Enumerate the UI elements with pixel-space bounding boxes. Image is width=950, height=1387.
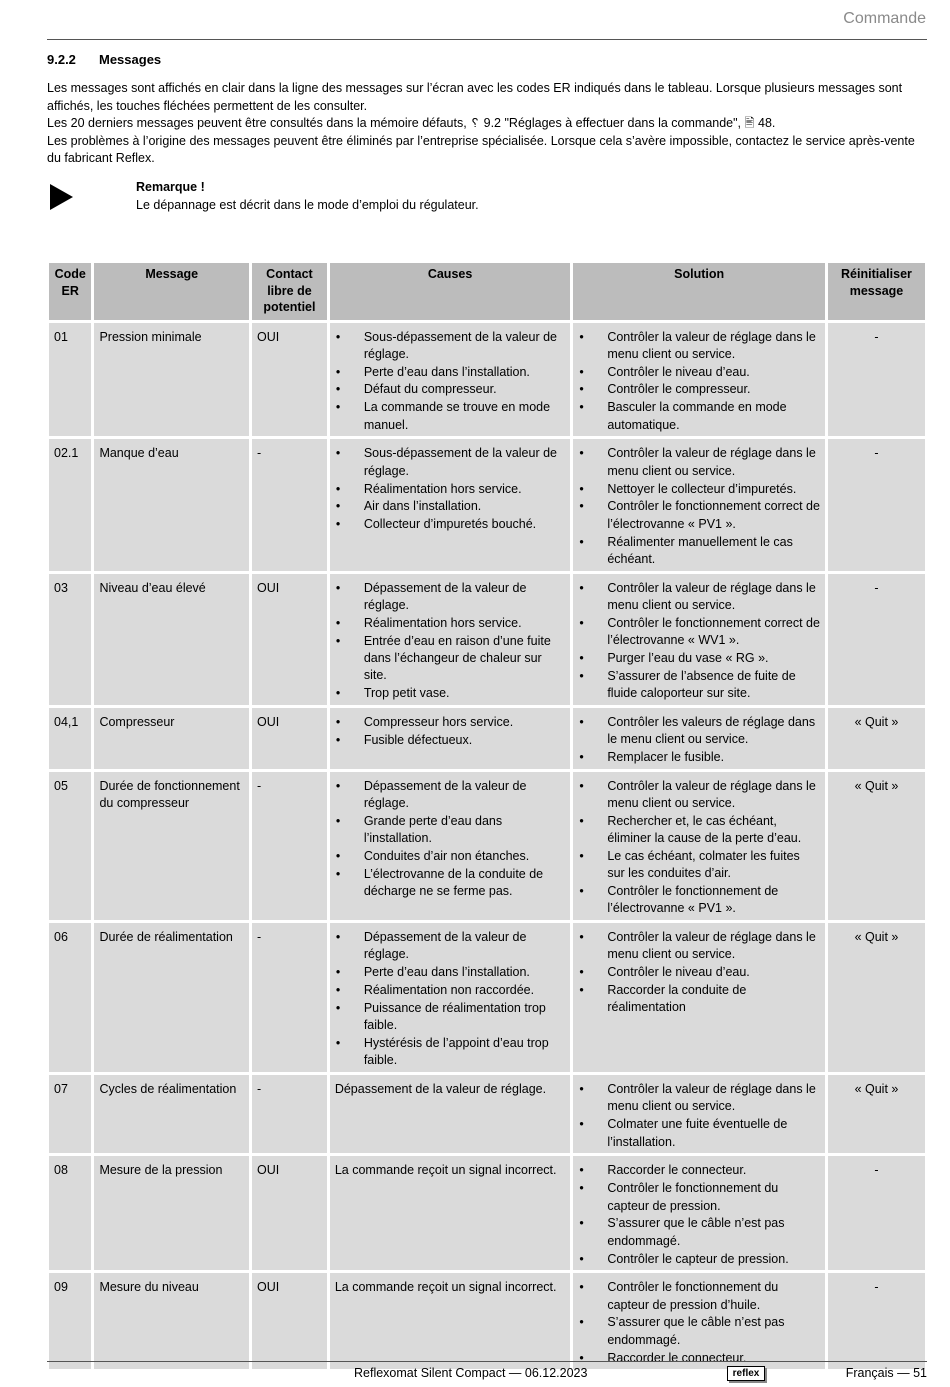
list-item: • Contrôler les valeurs de réglage dans le menu client ou service. [578,714,820,748]
cell-message: Mesure du niveau [94,1273,249,1369]
table-row [49,772,925,920]
footer-document: Reflexomat Silent Compact — 06.12.2023 [354,1366,588,1380]
table-row [49,1156,925,1270]
list-item: • Compresseur hors service. [335,714,566,731]
list-item: • S’assurer de l’absence de fuite de fluide caloporteur sur site. [578,668,820,702]
cell-causes [330,772,571,920]
section-heading [47,52,161,67]
list-item: • Contrôler le fonctionnement du capteur de pression d’huile. [578,1279,820,1313]
list-item: • Contrôler la valeur de réglage dans le menu client ou service. [578,329,820,363]
cell-contact: - [252,439,327,570]
list-item: • Contrôler le capteur de pression. [578,1251,820,1268]
list-item: • Contrôler le fonctionnement correct de l’électrovanne « WV1 ». [578,615,820,649]
cell-causes: La commande reçoit un signal incorrect. [330,1156,571,1270]
cell-causes [330,923,571,1072]
table-body [49,323,925,1370]
cell-solution [573,1273,825,1369]
cell-causes [330,708,571,769]
list-item: • Contrôler la valeur de réglage dans le menu client ou service. [578,778,820,812]
list-item: • Rechercher et, le cas échéant, éliminer la cause de la perte d’eau. [578,813,820,847]
intro-paragraph: Les problèmes à l’origine des messages peuvent être éliminés par l’entreprise spécialisée. Lorsque cela s’avère impossible, contactez le service après-vente du fabricant Reflex. [47,133,915,165]
list-item: • Contrôler le fonctionnement de l’électrovanne « PV1 ». [578,883,820,917]
list-item: • Contrôler le niveau d’eau. [578,964,820,981]
cell-code: 03 [49,574,91,705]
cell-causes: La commande reçoit un signal incorrect. [330,1273,571,1369]
header-reset: Réinitialiser message [828,263,925,320]
list-item: • S’assurer que le câble n’est pas endommagé. [578,1215,820,1249]
cell-solution [573,574,825,705]
table-row [49,923,925,1072]
cell-solution-list [578,1279,820,1366]
list-item: • Air dans l’installation. [335,498,566,515]
cell-causes-list [335,580,566,702]
list-item: • Sous-dépassement de la valeur de réglage. [335,329,566,363]
cell-message: Durée de fonctionnement du compresseur [94,772,249,920]
list-item: • Dépassement de la valeur de réglage. [335,778,566,812]
cell-solution-list [578,580,820,702]
list-item: • Purger l’eau du vase « RG ». [578,650,820,667]
cell-code: 02.1 [49,439,91,570]
list-item: • Défaut du compresseur. [335,381,566,398]
cell-contact: OUI [252,708,327,769]
list-item: • Dépassement de la valeur de réglage. [335,929,566,963]
footer-page: Français — 51 [845,1366,927,1380]
cell-solution-list [578,714,820,766]
list-item: • Hystérésis de l’appoint d’eau trop faible. [335,1035,566,1069]
list-item: • Puissance de réalimentation trop faible. [335,1000,566,1034]
messages-table [46,260,928,1372]
cell-message: Durée de réalimentation [94,923,249,1072]
table-row [49,708,925,769]
list-item: • Conduites d’air non étanches. [335,848,566,865]
cell-causes-list [335,445,566,533]
section-title: Messages [99,52,162,67]
list-item: • Réalimentation hors service. [335,615,566,632]
table-header-row [49,263,925,320]
list-item: • Contrôler la valeur de réglage dans le menu client ou service. [578,1081,820,1115]
cell-code: 06 [49,923,91,1072]
list-item: • Raccorder la conduite de réalimentation [578,982,820,1016]
table-row [49,323,925,437]
list-item: • Colmater une fuite éventuelle de l’installation. [578,1116,820,1150]
cell-code: 09 [49,1273,91,1369]
header-message: Message [94,263,249,320]
intro-paragraph: Les 20 derniers messages peuvent être consultés dans la mémoire défauts, ␦ 9.2 "Réglages à effectuer dans la commande", 🖹 48. [47,116,776,130]
cell-solution-list [578,1162,820,1267]
table-row [49,1075,925,1153]
list-item: • Contrôler le fonctionnement correct de l’électrovanne « PV1 ». [578,498,820,532]
cell-contact: OUI [252,574,327,705]
cell-code: 04,1 [49,708,91,769]
cell-solution-list [578,1081,820,1151]
list-item: • Grande perte d’eau dans l’installation. [335,813,566,847]
list-item: • L’électrovanne de la conduite de décharge ne se ferme pas. [335,866,566,900]
list-item: • Réalimentation non raccordée. [335,982,566,999]
cell-causes [330,323,571,437]
note-title: Remarque ! [136,180,205,194]
cell-reset: - [828,1273,925,1369]
header-rule [47,39,927,40]
cell-reset: - [828,574,925,705]
cell-solution [573,923,825,1072]
cell-solution-list [578,929,820,1016]
cell-reset: « Quit » [828,708,925,769]
note-arrow-icon [50,184,73,210]
header-section-label: Commande [843,10,926,27]
header-code: Code ER [49,263,91,320]
cell-causes [330,439,571,570]
cell-reset: - [828,439,925,570]
cell-causes-list [335,714,566,749]
cell-message: Manque d’eau [94,439,249,570]
cell-contact: OUI [252,1156,327,1270]
cell-contact: OUI [252,1273,327,1369]
list-item: • Contrôler la valeur de réglage dans le menu client ou service. [578,445,820,479]
cell-solution [573,323,825,437]
list-item: • Collecteur d’impuretés bouché. [335,516,566,533]
cell-message: Cycles de réalimentation [94,1075,249,1153]
intro-paragraph: Les messages sont affichés en clair dans la ligne des messages sur l’écran avec les codes ER indiqués dans le tableau. Lorsque plusieurs messages sont affichés, les touches fléchées permettent de les consulter. [47,81,903,113]
header-contact: Contact libre de potentiel [252,263,327,320]
list-item: • La commande se trouve en mode manuel. [335,399,566,433]
list-item: • Trop petit vase. [335,685,566,702]
list-item: • Contrôler le fonctionnement du capteur de pression. [578,1180,820,1214]
list-item: • Contrôler le compresseur. [578,381,820,398]
list-item: • Raccorder le connecteur. [578,1162,820,1179]
reflex-logo: reflex [727,1366,765,1381]
cell-contact: - [252,772,327,920]
cell-reset: « Quit » [828,1075,925,1153]
list-item: • Basculer la commande en mode automatique. [578,399,820,433]
list-item: • Perte d’eau dans l’installation. [335,364,566,381]
section-number: 9.2.2 [47,52,76,67]
header-causes: Causes [330,263,571,320]
list-item: • Sous-dépassement de la valeur de réglage. [335,445,566,479]
cell-message: Mesure de la pression [94,1156,249,1270]
list-item: • Nettoyer le collecteur d’impuretés. [578,481,820,498]
cell-causes: Dépassement de la valeur de réglage. [330,1075,571,1153]
cell-solution [573,1075,825,1153]
cell-solution [573,1156,825,1270]
list-item: • Dépassement de la valeur de réglage. [335,580,566,614]
header-solution: Solution [573,263,825,320]
cell-solution [573,708,825,769]
cell-reset: « Quit » [828,772,925,920]
cell-contact: OUI [252,323,327,437]
cell-solution [573,439,825,570]
list-item: • Fusible défectueux. [335,732,566,749]
list-item: • Entrée d’eau en raison d’une fuite dans l’échangeur de chaleur sur site. [335,633,566,685]
list-item: • Contrôler le niveau d’eau. [578,364,820,381]
cell-reset: « Quit » [828,923,925,1072]
note-text: Le dépannage est décrit dans le mode d’emploi du régulateur. [136,198,479,212]
cell-message: Pression minimale [94,323,249,437]
list-item: • Raccorder le connecteur. [578,1350,820,1367]
list-item: • Contrôler la valeur de réglage dans le menu client ou service. [578,929,820,963]
list-item: • Contrôler la valeur de réglage dans le menu client ou service. [578,580,820,614]
list-item: • Perte d’eau dans l’installation. [335,964,566,981]
cell-reset: - [828,323,925,437]
cell-solution [573,772,825,920]
cell-causes [330,574,571,705]
cell-code: 01 [49,323,91,437]
cell-code: 08 [49,1156,91,1270]
cell-message: Compresseur [94,708,249,769]
cell-causes-list [335,929,566,1069]
intro-text [47,80,927,168]
list-item: • Remplacer le fusible. [578,749,820,766]
cell-contact: - [252,1075,327,1153]
cell-message: Niveau d’eau élevé [94,574,249,705]
list-item: • Réalimentation hors service. [335,481,566,498]
table-row [49,574,925,705]
cell-code: 07 [49,1075,91,1153]
cell-code: 05 [49,772,91,920]
cell-causes-list [335,778,566,900]
list-item: • Réalimenter manuellement le cas échéant. [578,534,820,568]
cell-causes-list [335,329,566,434]
list-item: • Le cas échéant, colmater les fuites sur les conduites d’air. [578,848,820,882]
cell-solution-list [578,445,820,567]
cell-solution-list [578,329,820,434]
table-row [49,1273,925,1369]
footer-rule [47,1361,927,1362]
cell-contact: - [252,923,327,1072]
cell-solution-list [578,778,820,918]
cell-reset: - [828,1156,925,1270]
table-row [49,439,925,570]
list-item: • S’assurer que le câble n’est pas endommagé. [578,1314,820,1348]
